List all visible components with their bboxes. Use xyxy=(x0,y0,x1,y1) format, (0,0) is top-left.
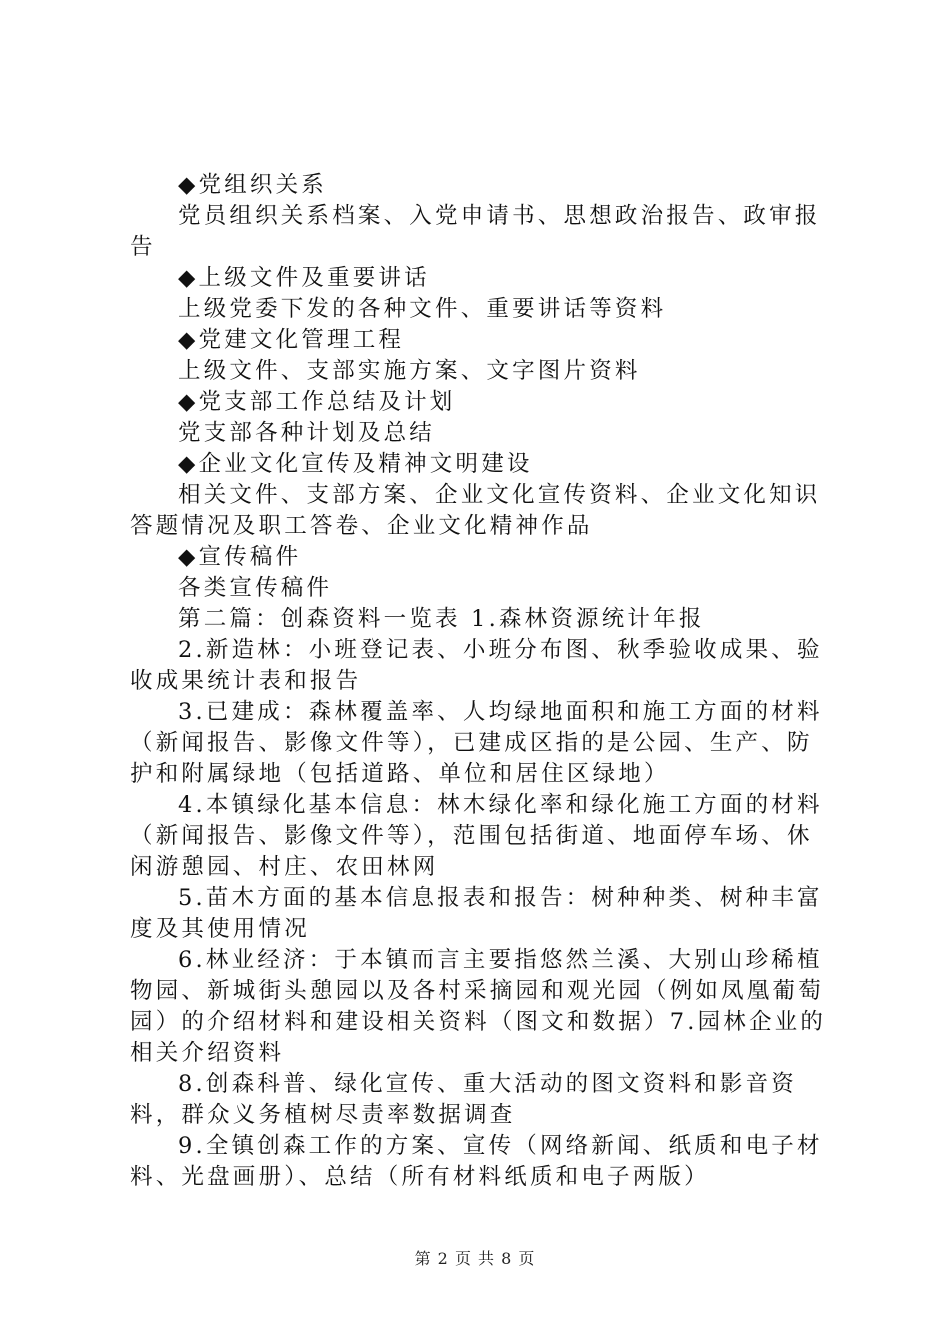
list-item: 4.本镇绿化基本信息：林木绿化率和绿化施工方面的材料（新闻报告、影像文件等），范围包括街道、地面停车场、休闲游憩园、村庄、农田林网 xyxy=(130,792,823,880)
section-heading: ◆宣传稿件 xyxy=(178,544,302,570)
paragraph: 党员组织关系档案、入党申请书、思想政治报告、政审报告 xyxy=(130,203,821,260)
list-item: 5.苗木方面的基本信息报表和报告：树种种类、树种丰富度及其使用情况 xyxy=(130,885,823,942)
list-item: 2.新造林：小班登记表、小班分布图、秋季验收成果、验收成果统计表和报告 xyxy=(130,637,823,694)
paragraph: 相关文件、支部方案、企业文化宣传资料、企业文化知识答题情况及职工答卷、企业文化精神作品 xyxy=(130,482,821,539)
paragraph: 各类宣传稿件 xyxy=(178,575,333,601)
list-item: 8.创森科普、绿化宣传、重大活动的图文资料和影音资料，群众义务植树尽责率数据调查 xyxy=(130,1071,797,1128)
paragraph: 第二篇：创森资料一览表 1.森林资源统计年报 xyxy=(178,606,705,632)
list-item: 6.林业经济：于本镇而言主要指悠然兰溪、大别山珍稀植物园、新城街头憩园以及各村采摘园和观光园（例如凤凰葡萄园）的介绍材料和建设相关资料（图文和数据）7.园林企业的相关介绍资料 xyxy=(130,947,827,1066)
page-number: 第 2 页 共 8 页 xyxy=(414,1249,536,1268)
paragraph: 上级文件、支部实施方案、文字图片资料 xyxy=(178,358,641,384)
section-heading: ◆党支部工作总结及计划 xyxy=(178,389,456,415)
section-heading: ◆企业文化宣传及精神文明建设 xyxy=(178,451,533,477)
list-item: 3.已建成：森林覆盖率、人均绿地面积和施工方面的材料（新闻报告、影像文件等），已建成区指的是公园、生产、防护和附属绿地（包括道路、单位和居住区绿地） xyxy=(130,699,823,787)
list-item: 9.全镇创森工作的方案、宣传（网络新闻、纸质和电子材料、光盘画册）、总结（所有材料纸质和电子两版） xyxy=(130,1133,823,1190)
section-heading: ◆党建文化管理工程 xyxy=(178,327,405,353)
paragraph: 上级党委下发的各种文件、重要讲话等资料 xyxy=(178,296,667,322)
paragraph: 党支部各种计划及总结 xyxy=(178,420,436,446)
section-heading: ◆党组织关系 xyxy=(178,172,328,198)
section-heading: ◆上级文件及重要讲话 xyxy=(178,265,430,291)
document-body xyxy=(130,170,832,1193)
